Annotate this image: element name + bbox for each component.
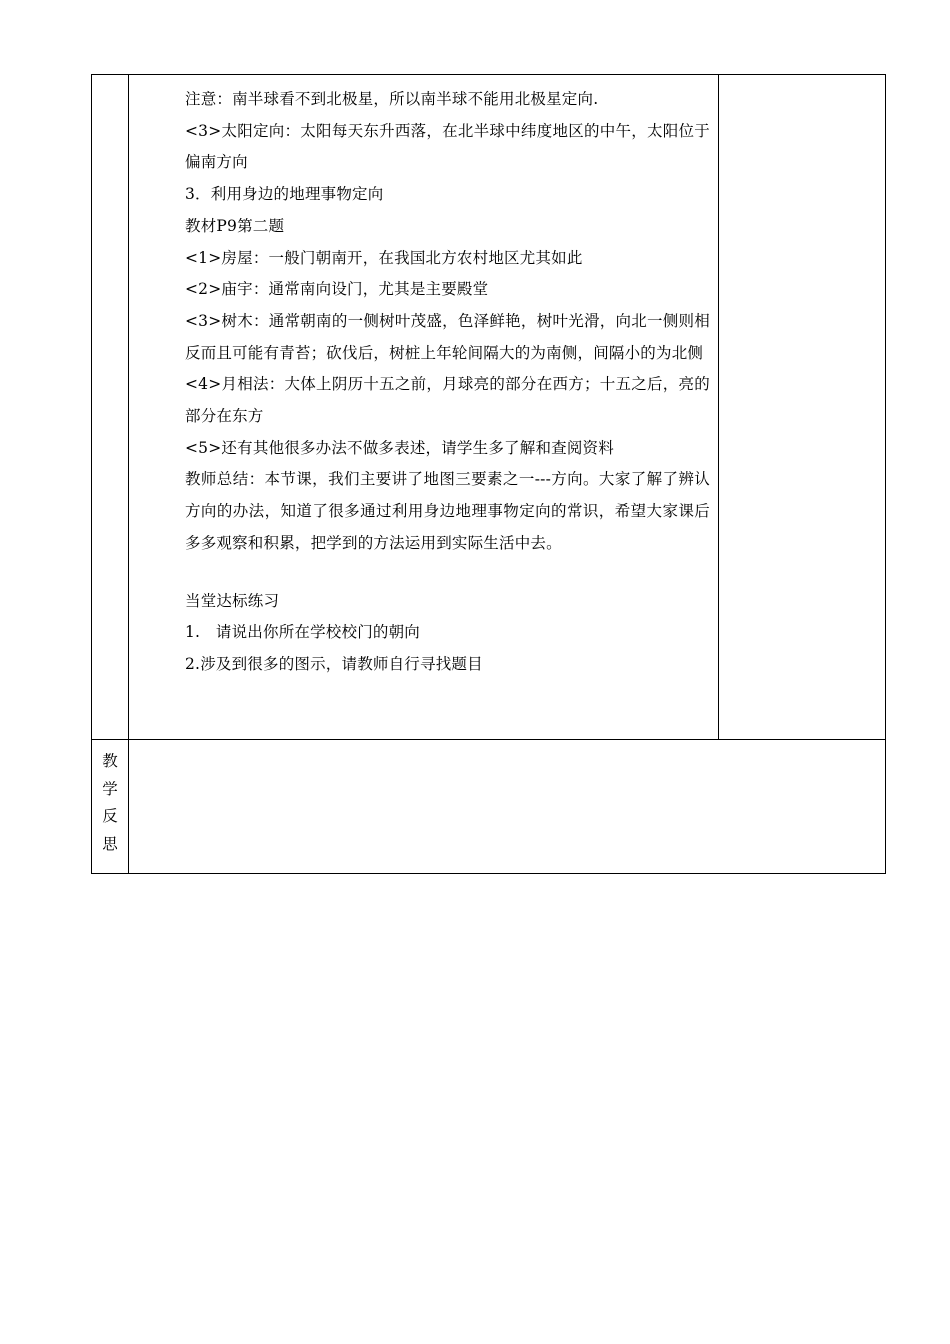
reflection-label xyxy=(92,740,128,858)
temple-orientation-line: <2>庙宇：通常南向设门，尤其是主要殿堂 xyxy=(185,280,489,299)
spacer xyxy=(185,560,710,586)
section-heading-local-objects: 3．利用身边的地理事物定向 xyxy=(185,185,384,204)
teaching-process-row xyxy=(92,75,886,740)
teaching-reflection-row xyxy=(92,740,886,874)
other-methods-line: <5>还有其他很多办法不做多表述，请学生多了解和查阅资料 xyxy=(185,438,614,457)
textbook-reference: 教材P9第二题 xyxy=(185,216,285,235)
reflection-label-char: 学 xyxy=(102,779,118,798)
practice-question-2: 2.涉及到很多的图示，请教师自行寻找题目 xyxy=(185,654,483,673)
reflection-content-cell[interactable] xyxy=(129,740,886,874)
practice-question-1: 1. 请说出你所在学校校门的朝向 xyxy=(185,623,420,642)
tree-orientation-para: <3>树木：通常朝南的一侧树叶茂盛，色泽鲜艳，树叶光滑，向北一侧则相反而且可能有青苔；砍伐后，树桩上年轮间隔大的为南侧，间隔小的为北侧 xyxy=(185,311,710,362)
reflection-label-char: 教 xyxy=(102,752,118,770)
practice-heading: 当堂达标练习 xyxy=(185,591,280,610)
reflection-label-cell xyxy=(92,740,129,874)
reflection-label-char: 反 xyxy=(102,807,118,825)
teacher-summary-para: 教师总结：本节课，我们主要讲了地图三要素之一---方向。大家了解了辨认方向的办法，知道了很多通过利用身边地理事物定向的常识，希望大家课后多多观察和积累，把学到的方法运用到实际生活中去。 xyxy=(185,470,710,552)
notes-cell-empty xyxy=(719,75,886,740)
moon-phase-para: <4>月相法：大体上阴历十五之前，月球亮的部分在西方；十五之后，亮的部分在东方 xyxy=(185,375,710,426)
teaching-content xyxy=(129,75,718,681)
reflection-label-char: 思 xyxy=(102,834,118,853)
note-line: 注意：南半球看不到北极星，所以南半球不能用北极星定向. xyxy=(185,90,599,108)
house-orientation-line: <1>房屋：一般门朝南开，在我国北方农村地区尤其如此 xyxy=(185,248,583,267)
teaching-content-cell xyxy=(129,75,719,740)
row-label-cell-empty xyxy=(92,75,129,740)
sun-orientation-para: <3>太阳定向：太阳每天东升西落，在北半球中纬度地区的中午，太阳位于偏南方向 xyxy=(185,121,710,172)
lesson-plan-table xyxy=(91,74,886,874)
